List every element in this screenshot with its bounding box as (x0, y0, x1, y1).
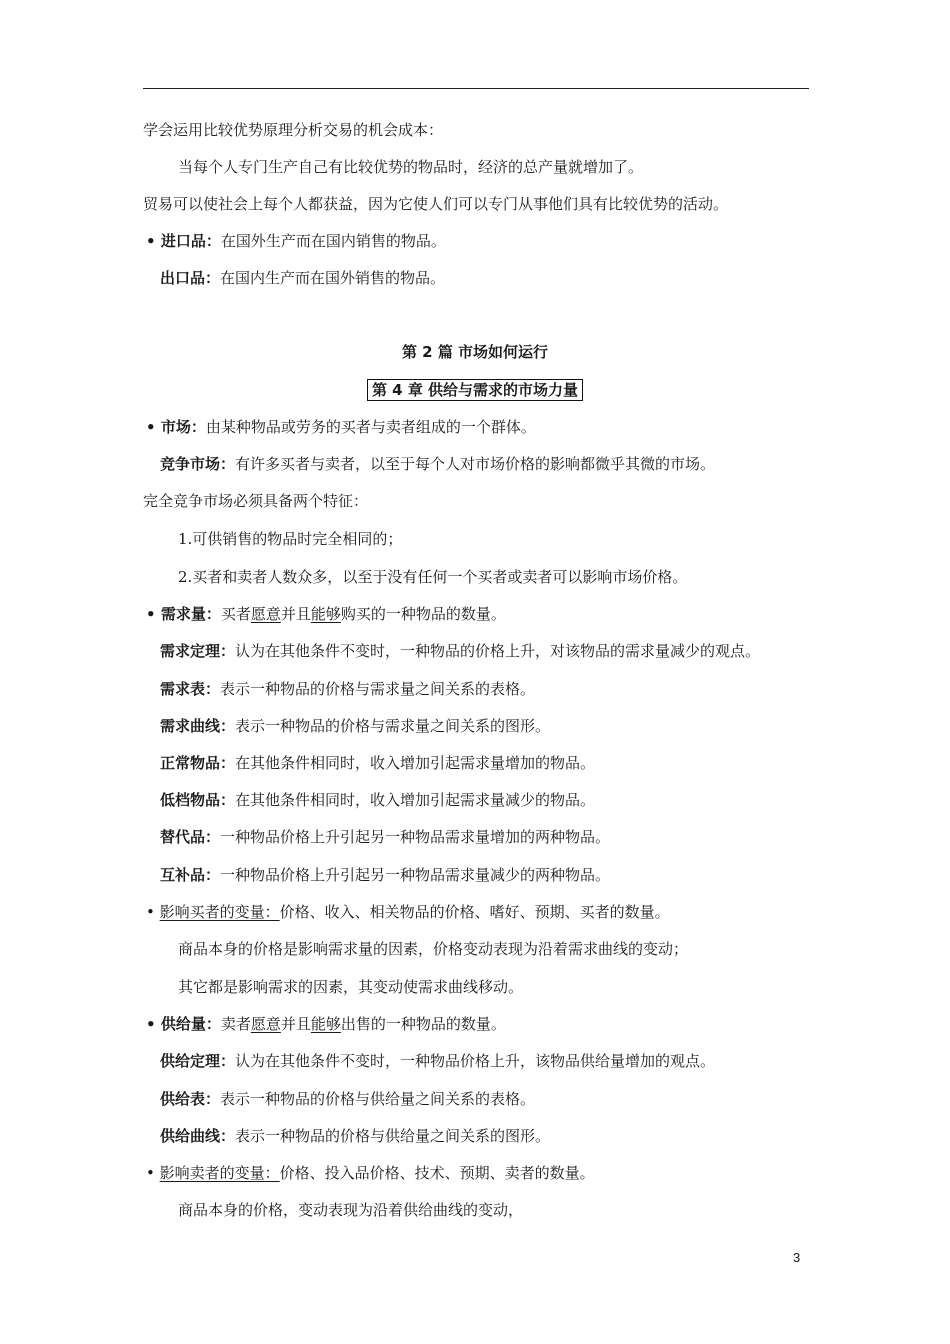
buyer-factors-term: 影响买者的变量： (159, 903, 280, 921)
intro-paragraph-1: 当每个人专门生产自己有比较优势的物品时，经济的总产量就增加了。 (178, 158, 644, 176)
export-term: 出口品： (160, 269, 221, 287)
import-def: 在国外生产而在国内销售的物品。 (220, 232, 446, 250)
export-def: 在国内生产而在国外销售的物品。 (220, 269, 446, 287)
supply-schedule (160, 1089, 535, 1109)
supply-note-1: 商品本身的价格，变动表现为沿着供给曲线的变动， (178, 1201, 524, 1219)
intro-paragraph-2: 贸易可以使社会上每个人都获益，因为它使人们可以专门从事他们具有比较优势的活动。 (143, 195, 729, 213)
page-number: 3 (793, 1250, 801, 1265)
demand-schedule-def: 表示一种物品的价格与需求量之间关系的表格。 (220, 680, 536, 698)
supply-curve-term: 供给曲线： (160, 1127, 236, 1145)
qs-underline-willing: 愿意 (250, 1015, 281, 1033)
condition-1: 1.可供销售的物品时完全相同的； (178, 530, 403, 548)
chapter-title-row (0, 379, 950, 401)
condition-2: 2.买者和卖者人数众多，以至于没有任何一个买者或卖者可以影响市场价格。 (178, 568, 688, 586)
law-of-demand-term: 需求定理： (160, 642, 236, 660)
demand-curve-term: 需求曲线： (160, 717, 236, 735)
market-term: 市场： (160, 418, 206, 436)
competitive-market-term: 竞争市场： (160, 455, 236, 473)
bullet-icon: • (146, 903, 160, 921)
demand-note-2: 其它都是影响需求的因素，其变动使需求曲线移动。 (178, 978, 524, 996)
normal-good-def: 在其他条件相同时，收入增加引起需求量增加的物品。 (235, 754, 596, 772)
part-title: 第 2 篇 市场如何运行 (401, 343, 549, 361)
complements-def: 一种物品价格上升引起另一种物品需求量减少的两种物品。 (220, 866, 611, 884)
qs-text-a: 卖者 (220, 1015, 251, 1033)
qd-text-a: 买者 (220, 605, 251, 623)
law-of-demand-def: 认为在其他条件不变时，一种物品的价格上升，对该物品的需求量减少的观点。 (235, 642, 761, 660)
market-def: 由某种物品或劳务的买者与卖者组成的一个群体。 (205, 418, 536, 436)
supply-schedule-def: 表示一种物品的价格与供给量之间关系的表格。 (220, 1090, 536, 1108)
bullet-icon: • (146, 232, 161, 250)
header-rule (143, 88, 809, 89)
normal-good (160, 753, 595, 773)
substitutes-term: 替代品： (160, 828, 221, 846)
supply-schedule-term: 供给表： (160, 1090, 221, 1108)
qs-underline-able: 能够 (310, 1015, 341, 1033)
normal-good-term: 正常物品： (160, 754, 236, 772)
bullet-icon: • (146, 418, 161, 436)
supply-curve-def: 表示一种物品的价格与供给量之间关系的图形。 (235, 1127, 551, 1145)
law-of-supply (160, 1051, 715, 1071)
qs-text-b: 并且 (280, 1015, 311, 1033)
seller-factors (146, 1163, 595, 1183)
qs-text-c: 出售的一种物品的数量。 (340, 1015, 506, 1033)
complements-term: 互补品： (160, 866, 221, 884)
perfect-competition-title: 完全竞争市场必须具备两个特征： (143, 492, 369, 510)
demand-curve (160, 716, 550, 736)
import-term: 进口品： (160, 232, 221, 250)
demand-note-1: 商品本身的价格是影响需求量的因素，价格变动表现为沿着需求曲线的变动； (178, 940, 689, 958)
qd-underline-willing: 愿意 (250, 605, 281, 623)
inferior-good-term: 低档物品： (160, 791, 236, 809)
bullet-icon: • (146, 1164, 160, 1182)
inferior-good (160, 790, 595, 810)
competitive-market-def: 有许多买者与卖者，以至于每个人对市场价格的影响都微乎其微的市场。 (235, 455, 716, 473)
seller-factors-def: 价格、投入品价格、技术、预期、卖者的数量。 (279, 1164, 595, 1182)
bullet-icon: • (146, 605, 161, 623)
qd-text-c: 购买的一种物品的数量。 (340, 605, 506, 623)
competitive-market-definition (160, 454, 715, 474)
quantity-demanded-definition (146, 604, 506, 624)
law-of-demand (160, 641, 760, 661)
law-of-supply-term: 供给定理： (160, 1052, 236, 1070)
intro-title: 学会运用比较优势原理分析交易的机会成本： (143, 121, 444, 139)
supply-curve (160, 1126, 550, 1146)
import-definition (146, 231, 446, 251)
qd-underline-able: 能够 (310, 605, 341, 623)
buyer-factors (146, 902, 670, 922)
quantity-demanded-term: 需求量： (160, 605, 221, 623)
qd-text-b: 并且 (280, 605, 311, 623)
substitutes (160, 827, 610, 847)
chapter-title: 第 4 章 供给与需求的市场力量 (367, 379, 583, 401)
quantity-supplied-definition (146, 1014, 506, 1034)
quantity-supplied-term: 供给量： (160, 1015, 221, 1033)
demand-curve-def: 表示一种物品的价格与需求量之间关系的图形。 (235, 717, 551, 735)
demand-schedule (160, 679, 535, 699)
market-definition (146, 417, 536, 437)
seller-factors-term: 影响卖者的变量： (159, 1164, 280, 1182)
law-of-supply-def: 认为在其他条件不变时，一种物品价格上升，该物品供给量增加的观点。 (235, 1052, 716, 1070)
demand-schedule-term: 需求表： (160, 680, 221, 698)
buyer-factors-def: 价格、收入、相关物品的价格、嗜好、预期、买者的数量。 (279, 903, 670, 921)
substitutes-def: 一种物品价格上升引起另一种物品需求量增加的两种物品。 (220, 828, 611, 846)
complements (160, 865, 610, 885)
bullet-icon: • (146, 1015, 161, 1033)
inferior-good-def: 在其他条件相同时，收入增加引起需求量减少的物品。 (235, 791, 596, 809)
export-definition (160, 268, 445, 288)
